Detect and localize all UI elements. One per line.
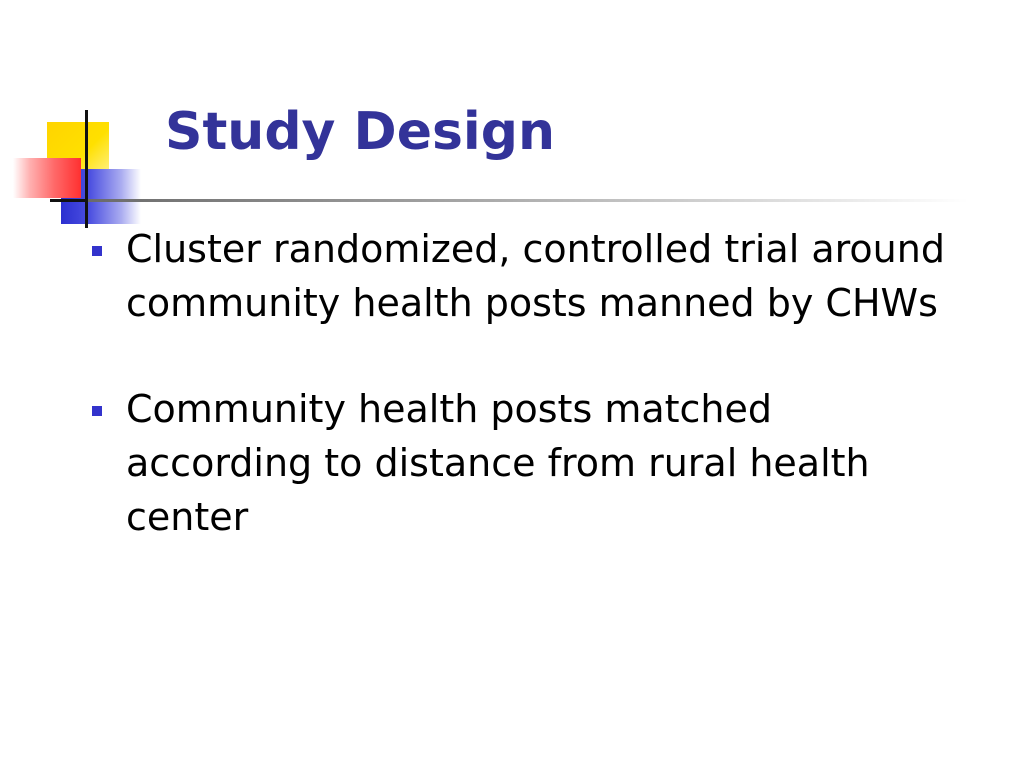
bullet-list [88,222,968,596]
square-bullet-icon [92,406,102,416]
vertical-line-decoration [85,110,88,228]
title-underline-rule [88,199,968,202]
square-bullet-icon [92,246,102,256]
bullet-text: Community health posts matched according to distance from rural health center [126,387,870,539]
bullet-text: Cluster randomized, controlled trial around community health posts manned by CHWs [126,227,945,325]
decorative-logo [0,0,180,240]
bullet-item [88,222,968,330]
red-square-decoration [13,158,81,198]
bullet-item [88,382,968,544]
slide-title: Study Design [165,102,555,162]
